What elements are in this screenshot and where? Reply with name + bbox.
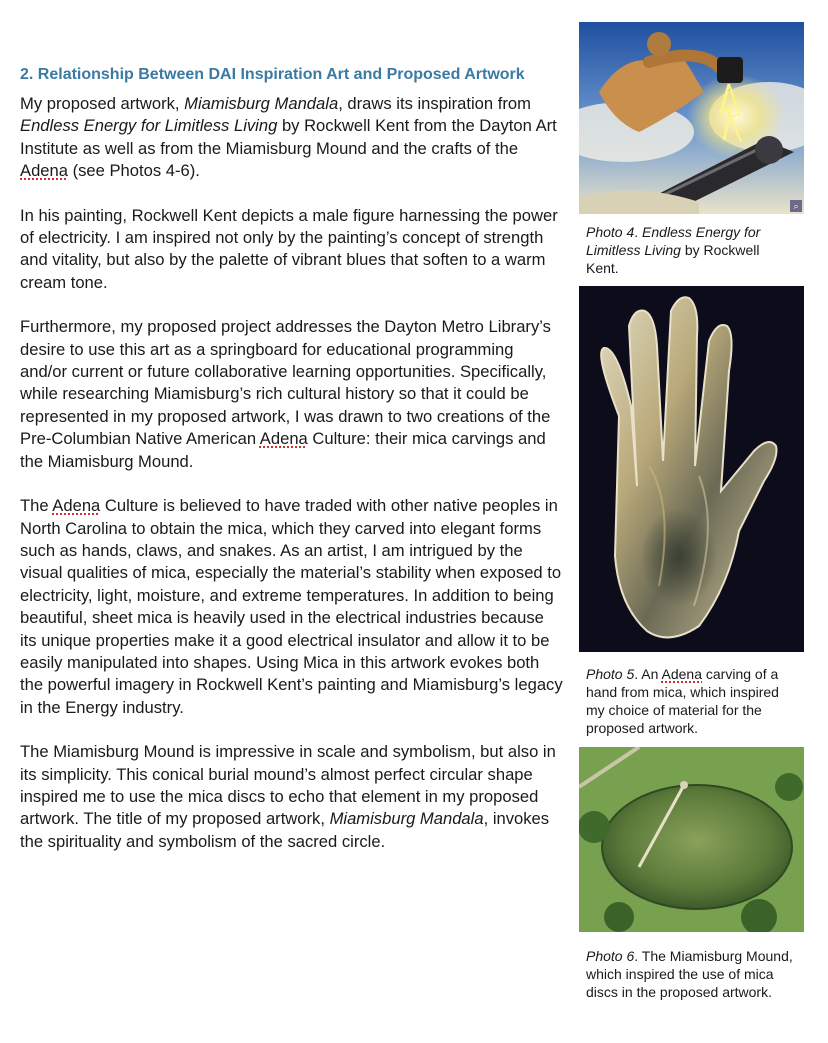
- photo-4-painting[interactable]: [579, 22, 804, 214]
- paragraph-4: The Adena Culture is believed to have traded with other native peoples in North Carolina to obtain the mica, which they carved into elegant forms such as hands, claws, and snakes. As an artist, I am intrigued by the visual qualities of mica, especially the material’s stability when exposed to electricity, light, moisture, and extreme temperatures. In addition to being beautiful, sheet mica is heavily used in the electrical industries because its unique properties make it a good electrical insulator and allow it to be easily manipulated into shapes. Using Mica in this artwork evokes both the powerful imagery in Rockwell Kent’s painting and Miamisburg’s legacy in the Energy industry.: [20, 496, 563, 717]
- paragraph-1: My proposed artwork, Miamisburg Mandala, draws its inspiration from Endless Energy for Limitless Living by Rockwell Kent from the Dayton Art Institute as well as from the Miamisburg Mound and the crafts of the Adena (see Photos 4-6).: [20, 94, 557, 181]
- paragraph-2: In his painting, Rockwell Kent depicts a male figure harnessing the power of electricity. I am inspired not only by the painting’s concept of strength and vitality, but also by the palette of vibrant blues that soften to a warm cream tone.: [20, 205, 558, 292]
- section-heading: 2. Relationship Between DAI Inspiration Art and Proposed Artwork: [20, 66, 525, 83]
- magnify-icon[interactable]: ⌕: [790, 200, 802, 212]
- painting-title: Endless Energy for Limitless Living: [20, 116, 278, 136]
- main-column: [20, 66, 565, 875]
- paragraph-5: The Miamisburg Mound is impressive in scale and symbolism, but also in its simplicity. This conical burial mound’s almost perfect circular shape inspired me to use the mica discs to echo that element in my proposed artwork. The title of my proposed artwork, Miamisburg Mandala, invokes the spirituality and symbolism of the sacred circle.: [20, 742, 556, 851]
- photo-6-caption: Photo 6. The Miamisburg Mound, which inspired the use of mica discs in the proposed artwork.: [586, 948, 793, 1000]
- spellcheck-word[interactable]: Adena: [20, 161, 68, 181]
- paragraph-3: Furthermore, my proposed project addresses the Dayton Metro Library’s desire to use this art as a springboard for educational programming and/or current or future collaborative learning opportunities. Specifically, while researching Miamisburg’s rich cultural history so that it could be represented in my proposed artwork, I was drawn to two creations of the Pre-Columbian Native American Adena Culture: their mica carvings and the Miamisburg Mound.: [20, 317, 551, 471]
- photo-5-mica-hand[interactable]: [579, 286, 804, 652]
- spellcheck-word[interactable]: Adena: [259, 429, 308, 449]
- mica-hand-image: [579, 286, 804, 652]
- spellcheck-word[interactable]: Adena: [52, 496, 101, 516]
- spellcheck-word[interactable]: Adena: [661, 666, 702, 682]
- photo-5-caption: Photo 5. An Adena carving of a hand from mica, which inspired my choice of material for the proposed artwork.: [586, 666, 779, 736]
- painting-image: [579, 22, 804, 214]
- photo-6-mound[interactable]: [579, 747, 804, 932]
- photo-4-caption: Photo 4. Endless Energy for Limitless Living by Rockwell Kent.: [586, 224, 761, 276]
- artwork-title: Miamisburg Mandala: [329, 809, 484, 829]
- mound-image: [579, 747, 804, 932]
- artwork-title: Miamisburg Mandala: [184, 94, 339, 113]
